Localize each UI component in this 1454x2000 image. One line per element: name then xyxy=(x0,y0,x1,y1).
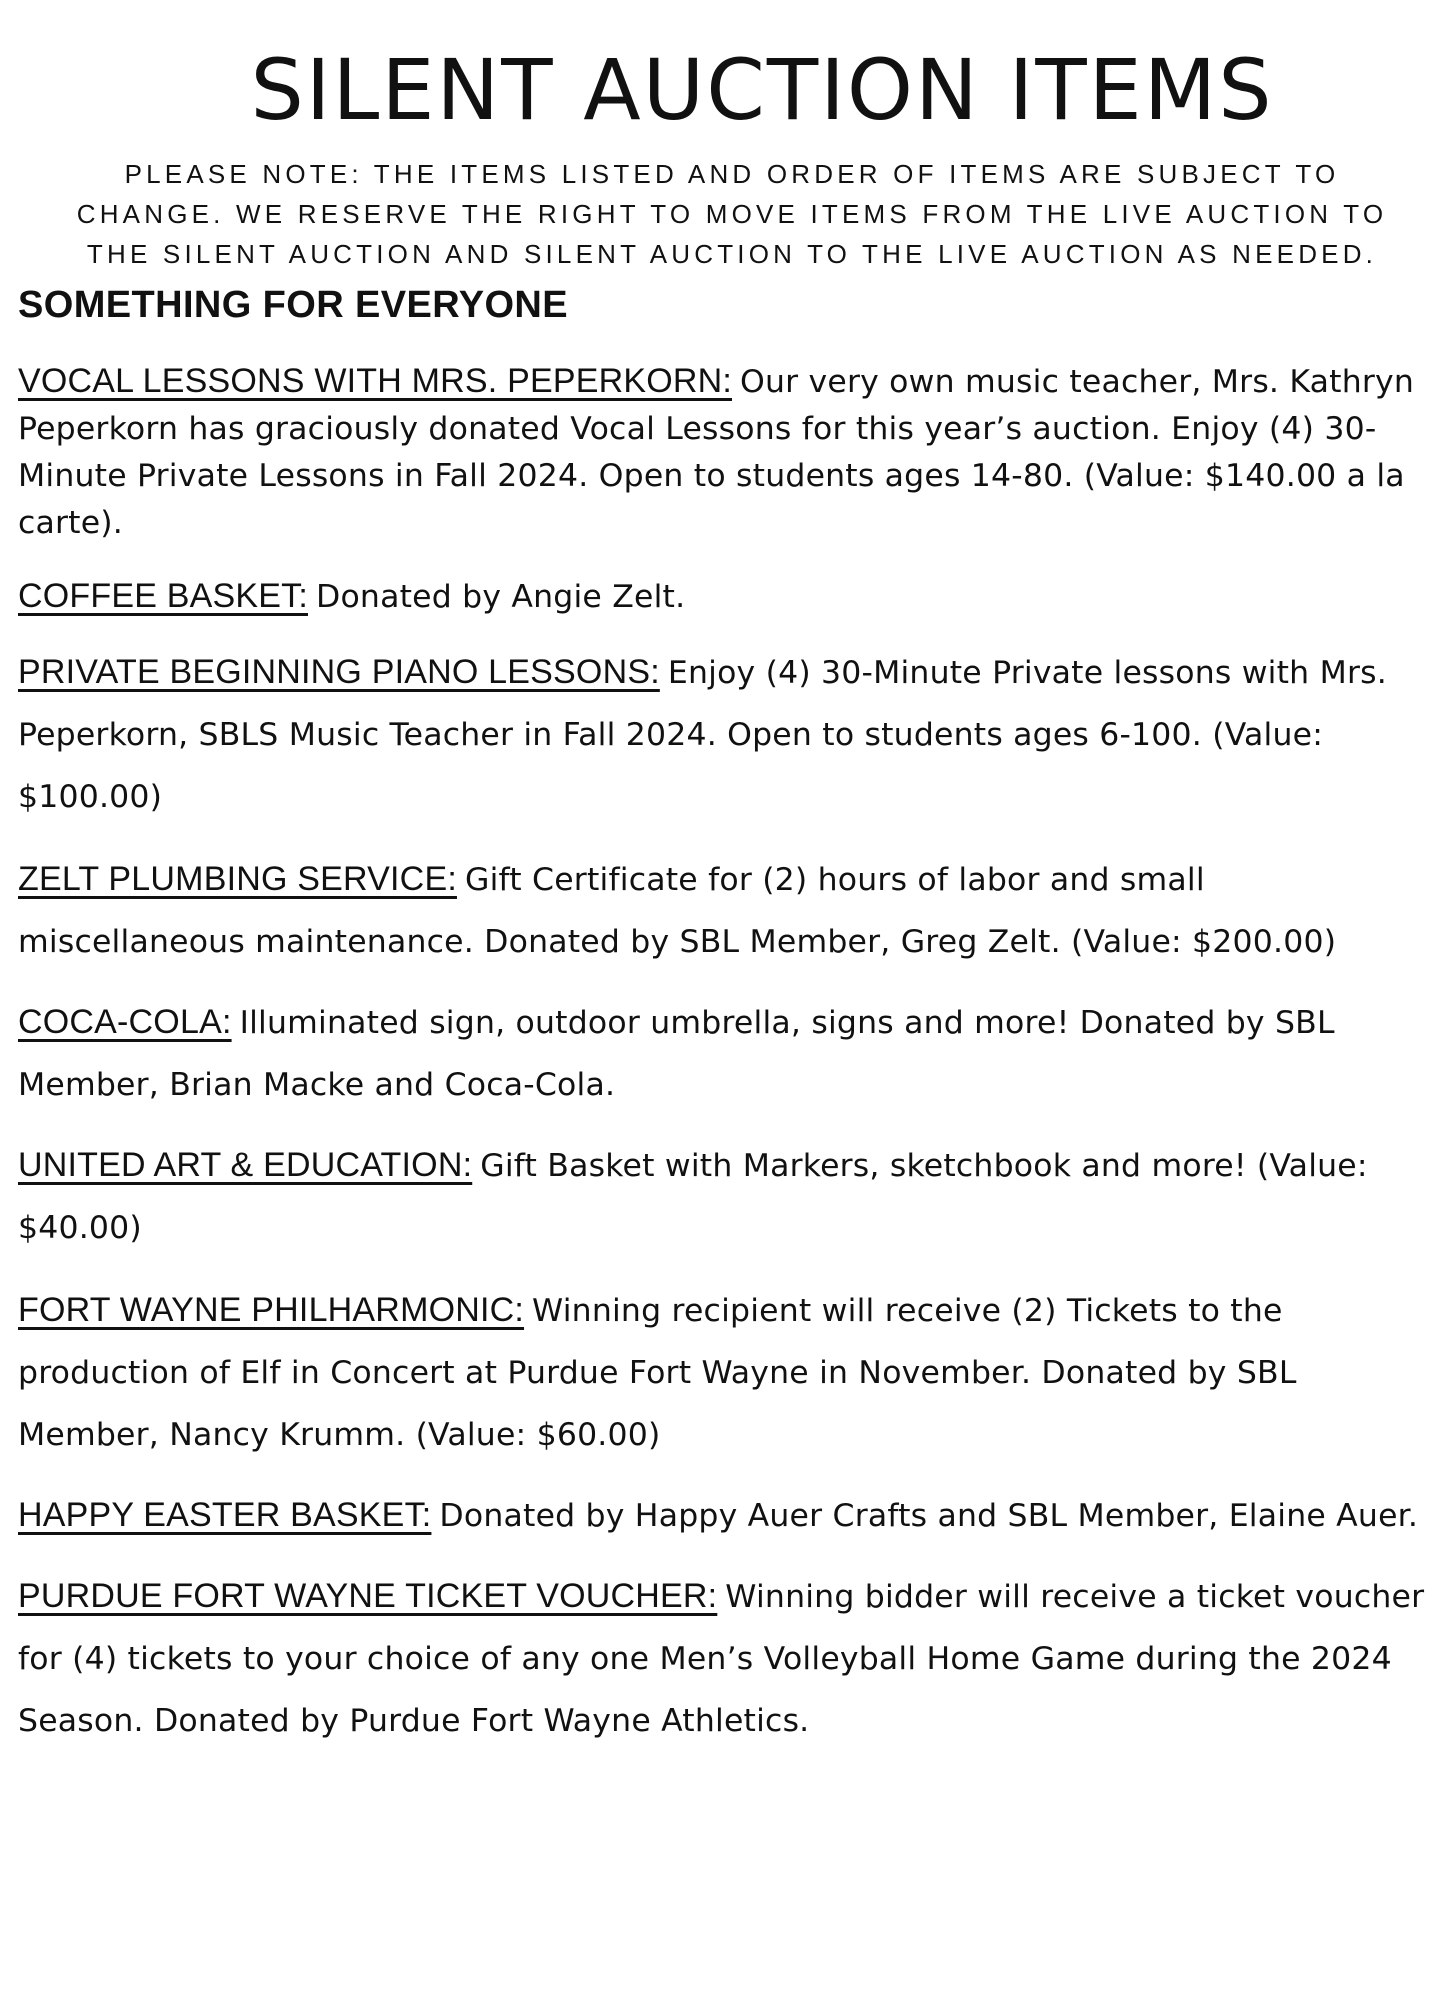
item-label: FORT WAYNE PHILHARMONIC: xyxy=(18,1291,525,1329)
item-description: Winning bidder will receive a ticket voucher for (4) tickets to your choice of any one Men’s Volleyball Home Game during the 2024 Season. Donated by Purdue Fort Wayne Athletics. xyxy=(18,1579,1425,1739)
item-label: PURDUE FORT WAYNE TICKET VOUCHER: xyxy=(18,1577,718,1615)
auction-item-easter-basket xyxy=(18,1484,1436,1547)
auction-item-coffee-basket xyxy=(18,573,1436,621)
item-label: ZELT PLUMBING SERVICE: xyxy=(18,860,457,898)
item-label: HAPPY EASTER BASKET: xyxy=(18,1496,432,1534)
item-description: Enjoy (4) 30-Minute Private lessons with Mrs. Peperkorn, SBLS Music Teacher in Fall 2024. Open to students ages 6-100. (Value: $100.00) xyxy=(18,655,1387,815)
item-label: UNITED ART & EDUCATION: xyxy=(18,1146,473,1184)
page-title: SILENT AUCTION ITEMS xyxy=(250,41,1274,139)
auction-item-philharmonic xyxy=(18,1279,1436,1466)
auction-item-ticket-voucher xyxy=(18,1565,1436,1752)
item-label: VOCAL LESSONS WITH MRS. PEPERKORN: xyxy=(18,362,733,400)
auction-item-coca-cola xyxy=(18,991,1436,1116)
item-description: Winning recipient will receive (2) Tickets to the production of Elf in Concert at Purdue Fort Wayne in November. Donated by SBL Member, Nancy Krumm. (Value: $60.00) xyxy=(18,1293,1297,1453)
item-label: COFFEE BASKET: xyxy=(18,577,308,615)
item-label: PRIVATE BEGINNING PIANO LESSONS: xyxy=(18,653,660,691)
item-description: Our very own music teacher, Mrs. Kathryn Peperkorn has graciously donated Vocal Lessons for this year’s auction. Enjoy (4) 30-Minute Private Lessons in Fall 2024. Open to students ages 14-80. (Value: $140.00 a la carte). xyxy=(18,364,1415,541)
auction-item-zelt-plumbing xyxy=(18,848,1436,973)
section-heading: SOMETHING FOR EVERYONE xyxy=(18,284,569,326)
auction-item-piano-lessons xyxy=(18,641,1436,828)
auction-item-united-art xyxy=(18,1134,1436,1259)
auction-item-vocal-lessons xyxy=(18,358,1436,547)
item-description: Gift Certificate for (2) hours of labor and small miscellaneous maintenance. Donated by SBL Member, Greg Zelt. (Value: $200.00) xyxy=(18,862,1337,960)
disclaimer-note: PLEASE NOTE: THE ITEMS LISTED AND ORDER OF ITEMS ARE SUBJECT TO CHANGE. WE RESERVE THE RIGHT TO MOVE ITEMS FROM THE LIVE AUCTION TO THE SILENT AUCTION AND SILENT AUCTION TO THE LIVE AUCTION AS NEEDED. xyxy=(76,159,1388,269)
item-label: COCA-COLA: xyxy=(18,1003,232,1041)
item-description: Donated by Happy Auer Crafts and SBL Member, Elaine Auer. xyxy=(439,1498,1419,1534)
item-description: Donated by Angie Zelt. xyxy=(315,579,686,615)
item-description: Gift Basket with Markers, sketchbook and more! (Value: $40.00) xyxy=(18,1148,1368,1246)
item-description: Illuminated sign, outdoor umbrella, signs and more! Donated by SBL Member, Brian Macke and Coca-Cola. xyxy=(18,1005,1335,1103)
